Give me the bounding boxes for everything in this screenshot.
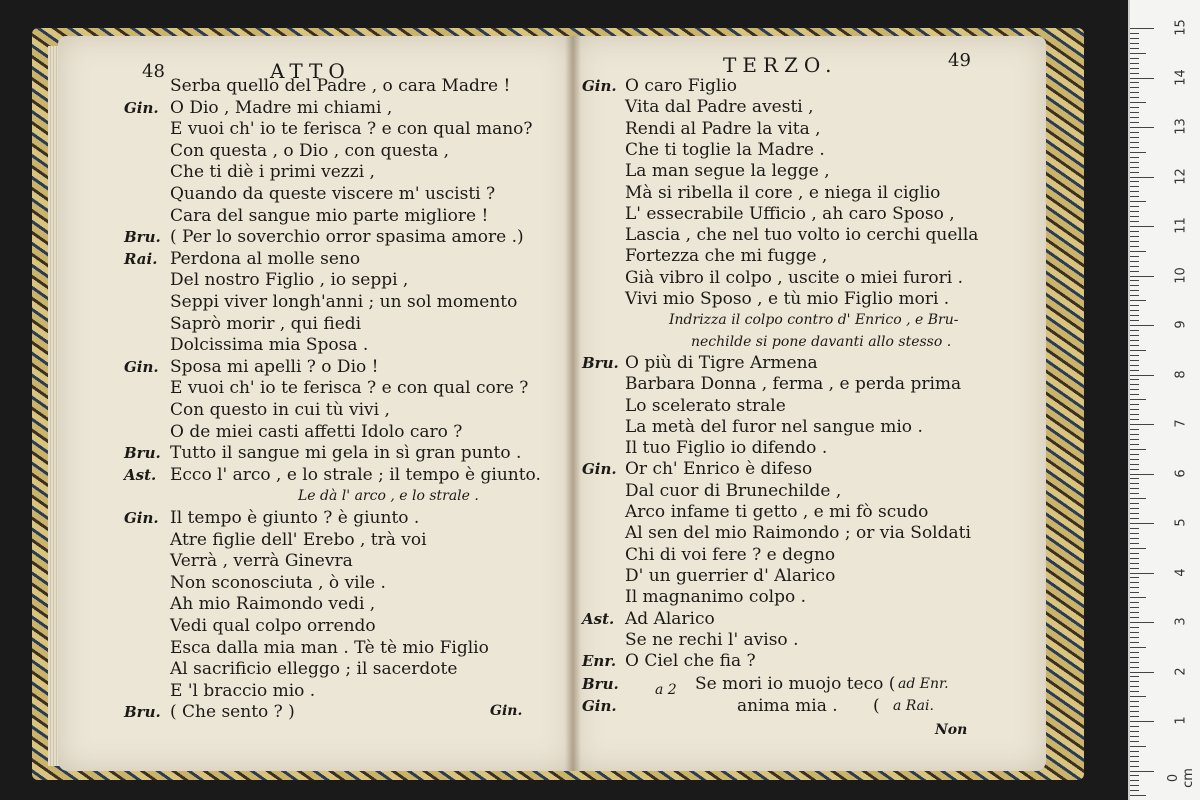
ruler-tick xyxy=(1130,726,1139,727)
ruler-tick xyxy=(1130,568,1139,569)
ruler-tick xyxy=(1130,399,1146,400)
ruler-tick xyxy=(1130,523,1154,524)
stage-direction: a Rai. xyxy=(893,698,934,715)
ruler-tick xyxy=(1130,350,1146,351)
ruler-tick xyxy=(1130,310,1139,311)
speaker-label: Gin. xyxy=(582,77,617,95)
speaker-label: Bru. xyxy=(124,444,161,463)
catchword: Non xyxy=(935,722,968,739)
speaker-label: Enr. xyxy=(582,652,617,671)
ruler-tick xyxy=(1130,686,1139,687)
speaker-label: Bru. xyxy=(124,703,161,722)
verse-line: Con questa , o Dio , con questa , xyxy=(170,140,450,161)
ruler-tick xyxy=(1130,285,1139,286)
ruler-tick xyxy=(1130,761,1139,762)
verse-line: O caro Figlio xyxy=(625,76,737,96)
ruler-tick xyxy=(1130,53,1146,54)
ruler-tick xyxy=(1130,602,1139,603)
ruler-tick xyxy=(1130,97,1139,98)
verse-line: anima mia . xyxy=(737,696,838,717)
ruler-tick xyxy=(1130,766,1139,767)
ruler-number: 14 xyxy=(1173,68,1189,86)
verse-line: ( Che sento ? ) xyxy=(170,702,295,723)
ruler-tick xyxy=(1130,483,1139,484)
ruler-tick xyxy=(1130,167,1139,168)
ruler-tick xyxy=(1130,716,1139,717)
verse-line: Chi di voi fere ? e degno xyxy=(625,544,836,565)
ruler-tick xyxy=(1130,464,1139,465)
ruler-tick xyxy=(1130,147,1139,148)
ruler-tick xyxy=(1130,498,1146,499)
ruler-tick xyxy=(1130,528,1139,529)
ruler-tick xyxy=(1130,785,1139,786)
verse-line: Il tuo Figlio io difendo . xyxy=(625,438,828,459)
ruler-tick xyxy=(1130,751,1139,752)
speaker-label: Ast. xyxy=(124,465,157,484)
verse-line: Vedi qual colpo orrendo xyxy=(170,616,376,636)
page-number: 48 xyxy=(142,61,165,82)
ruler-tick xyxy=(1130,152,1146,153)
verse-line: Ah mio Raimondo vedi , xyxy=(170,594,376,615)
ruler-tick xyxy=(1130,280,1139,281)
ruler-tick xyxy=(1130,345,1139,346)
ruler-tick xyxy=(1130,429,1139,430)
ruler-tick xyxy=(1130,533,1139,534)
verse-line: Se ne rechi l' aviso . xyxy=(625,629,799,650)
ruler-number: 8 xyxy=(1173,369,1189,379)
ruler-tick xyxy=(1130,87,1139,88)
verse-line: Saprò morir , qui fiedi xyxy=(170,313,362,334)
verse-line: L' essecrabile Ufficio , ah caro Sposo , xyxy=(625,203,955,224)
ruler-tick xyxy=(1130,736,1139,737)
ruler-tick xyxy=(1130,454,1139,455)
ruler-tick xyxy=(1130,404,1139,405)
ruler-tick xyxy=(1130,271,1139,272)
ruler-number: 13 xyxy=(1173,118,1189,135)
ruler-tick xyxy=(1130,434,1139,435)
verse-line: Del nostro Figlio , io seppi , xyxy=(170,270,409,291)
ruler-tick xyxy=(1130,290,1139,291)
verse-line: O più di Tigre Armena xyxy=(625,352,818,373)
ruler-tick xyxy=(1130,711,1139,712)
speaker-label: Gin. xyxy=(124,357,159,376)
verse-line: Vita dal Padre avesti , xyxy=(625,97,814,118)
ruler-number: 12 xyxy=(1173,167,1189,185)
ruler-tick xyxy=(1130,474,1154,475)
ruler-tick xyxy=(1130,315,1139,316)
ruler-tick xyxy=(1130,122,1139,123)
verse-line: Il tempo è giunto ? è giunto . xyxy=(170,508,420,528)
ruler-tick xyxy=(1130,548,1146,549)
ruler-tick xyxy=(1130,132,1139,133)
ruler-tick xyxy=(1130,33,1139,34)
verse-line: Il magnanimo colpo . xyxy=(625,587,807,608)
speaker-label: Ast. xyxy=(582,609,615,628)
verse-line: E vuoi ch' io te ferisca ? e con qual core ? xyxy=(170,378,529,399)
ruler-tick xyxy=(1130,657,1139,658)
verse-line: Al sen del mio Raimondo ; or via Soldati xyxy=(625,523,971,544)
ruler-tick xyxy=(1130,587,1139,588)
ruler-tick xyxy=(1130,790,1139,791)
ruler-tick xyxy=(1130,127,1154,128)
ruler-tick xyxy=(1130,617,1139,618)
verse-line: Serba quello del Padre , o cara Madre ! xyxy=(170,76,511,96)
ruler-tick xyxy=(1130,300,1146,301)
running-header: TERZO. xyxy=(723,53,838,77)
ruler-tick xyxy=(1130,701,1139,702)
verse-line: Esca dalla mia man . Tè tè mio Figlio xyxy=(170,637,489,658)
verse-line: Tutto il sangue mi gela in sì gran punto . xyxy=(170,443,522,464)
stage-direction: Indrizza il colpo contro d' Enrico , e Bru- xyxy=(669,312,959,329)
ruler-tick xyxy=(1130,325,1154,326)
ruler-tick xyxy=(1130,563,1139,564)
left-page xyxy=(58,36,573,771)
ruler-number: 1 xyxy=(1173,716,1189,725)
ruler-tick xyxy=(1130,662,1139,663)
verse-line: Or ch' Enrico è difeso xyxy=(625,459,813,480)
brace-mark: a 2 xyxy=(655,682,677,699)
ruler-tick xyxy=(1130,172,1139,173)
ruler-number: 6 xyxy=(1173,468,1189,478)
ruler-tick xyxy=(1130,394,1139,395)
ruler-tick xyxy=(1130,543,1139,544)
ruler-tick xyxy=(1130,206,1139,207)
verse-line: La metà del furor nel sangue mio . xyxy=(625,416,923,437)
ruler-tick xyxy=(1130,478,1139,479)
verse-line: Lascia , che nel tuo volto io cerchi quella xyxy=(625,225,979,246)
ruler-tick xyxy=(1130,746,1146,747)
ruler-tick xyxy=(1130,518,1139,519)
verse-line: Al sacrificio elleggo ; il sacerdote xyxy=(170,659,458,680)
ruler-tick xyxy=(1130,266,1139,267)
verse-line: Lo scelerato strale xyxy=(625,395,786,416)
verse-line: E 'l braccio mio . xyxy=(170,680,316,701)
ruler-tick xyxy=(1130,221,1139,222)
ruler-tick xyxy=(1130,92,1139,93)
ruler-tick xyxy=(1130,503,1139,504)
ruler-tick xyxy=(1130,672,1154,673)
ruler-number: 2 xyxy=(1173,666,1189,676)
verse-line: Ecco l' arco , e lo strale ; il tempo è giunto. xyxy=(170,464,541,485)
ruler-tick xyxy=(1130,162,1139,163)
verse-line: Mà si ribella il core , e niega il ciglio xyxy=(625,182,941,203)
stage-direction: ad Enr. xyxy=(898,676,949,693)
ruler-tick xyxy=(1130,63,1139,64)
speaker-label: Bru. xyxy=(124,228,161,247)
speaker-label: Gin. xyxy=(582,460,617,479)
ruler-tick xyxy=(1130,553,1139,554)
ruler-tick xyxy=(1130,389,1139,390)
ruler-tick xyxy=(1130,82,1139,83)
ruler-tick xyxy=(1130,622,1154,623)
verse-line: D' un guerrier d' Alarico xyxy=(625,565,836,586)
verse-line: La man segue la legge , xyxy=(625,161,830,182)
ruler-tick xyxy=(1130,637,1139,638)
ruler-tick xyxy=(1130,667,1139,668)
ruler-number: 11 xyxy=(1173,217,1189,234)
ruler-tick xyxy=(1130,676,1139,677)
speaker-label: Gin. xyxy=(582,697,617,716)
ruler-tick xyxy=(1130,335,1139,336)
ruler-tick xyxy=(1130,573,1154,574)
ruler-tick xyxy=(1130,439,1139,440)
ruler-tick xyxy=(1130,419,1139,420)
ruler-tick xyxy=(1130,142,1139,143)
ruler-tick xyxy=(1130,355,1139,356)
ruler-tick xyxy=(1130,236,1139,237)
ruler-tick xyxy=(1130,459,1139,460)
ruler-tick xyxy=(1130,414,1139,415)
running-header: ATTO xyxy=(270,59,351,83)
ruler-tick xyxy=(1130,424,1154,425)
ruler-tick xyxy=(1130,305,1139,306)
verse-line: Arco infame ti getto , e mi fò scudo xyxy=(625,502,929,522)
ruler-tick xyxy=(1130,771,1154,772)
ruler-tick xyxy=(1130,592,1139,593)
verse-line: Sposa mi apelli ? o Dio ! xyxy=(170,356,379,377)
verse-line: Dal cuor di Brunechilde , xyxy=(625,480,842,501)
verse-line: Quando da queste viscere m' uscisti ? xyxy=(170,184,496,204)
ruler-tick xyxy=(1130,43,1139,44)
ruler-tick xyxy=(1130,721,1154,722)
ruler-tick xyxy=(1130,632,1139,633)
ruler-tick xyxy=(1130,691,1139,692)
right-page xyxy=(573,36,1046,771)
ruler-tick xyxy=(1130,330,1139,331)
ruler-tick xyxy=(1130,102,1146,103)
verse-line: Se mori io muojo teco ( xyxy=(695,674,896,695)
ruler-tick xyxy=(1130,681,1139,682)
book-gutter xyxy=(565,36,581,771)
catchword: Gin. xyxy=(490,703,523,719)
measuring-ruler xyxy=(1128,0,1200,800)
ruler-tick xyxy=(1130,597,1146,598)
ruler-tick xyxy=(1130,409,1139,410)
ruler-tick xyxy=(1130,251,1146,252)
verse-line: Dolcissima mia Sposa . xyxy=(170,335,369,356)
ruler-tick xyxy=(1130,112,1139,113)
speaker-label: Rai. xyxy=(124,249,158,268)
ruler-tick xyxy=(1130,488,1139,489)
stage-direction: nechilde si pone davanti allo stesso . xyxy=(691,333,952,350)
ruler-tick xyxy=(1130,365,1139,366)
ruler-number: 7 xyxy=(1173,419,1189,428)
ruler-tick xyxy=(1130,186,1139,187)
ruler-tick xyxy=(1130,295,1139,296)
verse-line: ( xyxy=(873,696,880,717)
speaker-label: Bru. xyxy=(582,675,619,694)
page-number: 49 xyxy=(948,50,971,71)
ruler-tick xyxy=(1130,706,1139,707)
verse-line: Atre figlie dell' Erebo , trà voi xyxy=(170,529,427,550)
ruler-tick xyxy=(1130,107,1139,108)
verse-line: Fortezza che mi fugge , xyxy=(625,246,828,267)
verse-line: Con questo in cui tù vivi , xyxy=(170,400,390,420)
ruler-tick xyxy=(1130,226,1154,227)
speaker-label: Gin. xyxy=(124,509,159,527)
ruler-tick xyxy=(1130,558,1139,559)
ruler-number: 5 xyxy=(1173,518,1189,527)
ruler-tick xyxy=(1130,652,1139,653)
ruler-tick xyxy=(1130,741,1139,742)
ruler-tick xyxy=(1130,177,1154,178)
verse-line: Seppi viver longh'anni ; un sol momento xyxy=(170,292,518,312)
ruler-tick xyxy=(1130,577,1139,578)
ruler-tick xyxy=(1130,191,1139,192)
ruler-tick xyxy=(1130,647,1146,648)
ruler-tick xyxy=(1130,38,1139,39)
ruler-tick xyxy=(1130,612,1139,613)
ruler-tick xyxy=(1130,68,1139,69)
ruler-tick xyxy=(1130,444,1139,445)
verse-line: Cara del sangue mio parte migliore ! xyxy=(170,205,489,226)
ruler-number: 9 xyxy=(1173,320,1189,329)
verse-line: E vuoi ch' io te ferisca ? e con qual mano? xyxy=(170,119,533,140)
ruler-tick xyxy=(1130,508,1139,509)
ruler-number: 15 xyxy=(1173,19,1189,36)
ruler-tick xyxy=(1130,642,1139,643)
ruler-tick xyxy=(1130,449,1146,450)
ruler-tick xyxy=(1130,196,1139,197)
ruler-tick xyxy=(1130,375,1154,376)
ruler-number: 10 xyxy=(1173,266,1189,284)
verse-line: ( Per lo soverchio orror spasima amore .) xyxy=(170,227,524,248)
verse-line: Barbara Donna , ferma , e perda prima xyxy=(625,374,962,395)
ruler-tick xyxy=(1130,216,1139,217)
ruler-tick xyxy=(1130,607,1139,608)
verse-line: Rendi al Padre la vita , xyxy=(625,118,821,139)
ruler-tick xyxy=(1130,137,1139,138)
verse-line: Perdona al molle seno xyxy=(170,248,361,269)
ruler-number: 0 cm xyxy=(1166,767,1196,788)
ruler-tick xyxy=(1130,469,1139,470)
ruler-tick xyxy=(1130,627,1139,628)
ruler-tick xyxy=(1130,211,1139,212)
verse-line: Vivi mio Sposo , e tù mio Figlio mori . xyxy=(625,289,950,309)
verse-line: Ad Alarico xyxy=(625,608,715,629)
ruler-tick xyxy=(1130,241,1139,242)
ruler-tick xyxy=(1130,201,1146,202)
ruler-tick xyxy=(1130,379,1139,380)
ruler-tick xyxy=(1130,246,1139,247)
ruler-tick xyxy=(1130,780,1139,781)
ruler-tick xyxy=(1130,48,1139,49)
speaker-label: Gin. xyxy=(124,98,159,117)
verse-line: Non sconosciuta , ò vile . xyxy=(170,572,386,593)
ruler-tick xyxy=(1130,261,1139,262)
ruler-tick xyxy=(1130,276,1154,277)
ruler-tick xyxy=(1130,756,1139,757)
ruler-tick xyxy=(1130,731,1139,732)
ruler-tick xyxy=(1130,370,1139,371)
verse-line: Che ti toglie la Madre . xyxy=(625,139,825,160)
ruler-tick xyxy=(1130,493,1139,494)
ruler-tick xyxy=(1130,157,1139,158)
verse-line: O Ciel che fia ? xyxy=(625,651,756,672)
ruler-tick xyxy=(1130,775,1139,776)
verse-line: Verrà , verrà Ginevra xyxy=(170,551,353,572)
ruler-tick xyxy=(1130,256,1139,257)
ruler-tick xyxy=(1130,320,1139,321)
ruler-number: 3 xyxy=(1173,617,1189,626)
verse-line: O de miei casti affetti Idolo caro ? xyxy=(170,421,463,442)
ruler-tick xyxy=(1130,360,1139,361)
ruler-tick xyxy=(1130,513,1139,514)
verse-line: O Dio , Madre mi chiami , xyxy=(170,97,393,118)
speaker-label: Bru. xyxy=(582,353,619,372)
ruler-tick xyxy=(1130,340,1139,341)
ruler-tick xyxy=(1130,384,1139,385)
ruler-tick xyxy=(1130,181,1139,182)
ruler-tick xyxy=(1130,582,1139,583)
ruler-tick xyxy=(1130,795,1146,796)
ruler-tick xyxy=(1130,696,1146,697)
verse-line: Già vibro il colpo , uscite o miei furori . xyxy=(625,267,964,288)
ruler-tick xyxy=(1130,28,1154,29)
ruler-tick xyxy=(1130,58,1139,59)
stage-direction: Le dà l' arco , e lo strale . xyxy=(298,488,479,505)
ruler-tick xyxy=(1130,538,1139,539)
verse-line: Che ti diè i primi vezzi , xyxy=(170,162,375,183)
ruler-tick xyxy=(1130,117,1139,118)
ruler-tick xyxy=(1130,78,1154,79)
ruler-tick xyxy=(1130,231,1139,232)
ruler-number: 4 xyxy=(1173,567,1189,577)
ruler-tick xyxy=(1130,73,1139,74)
